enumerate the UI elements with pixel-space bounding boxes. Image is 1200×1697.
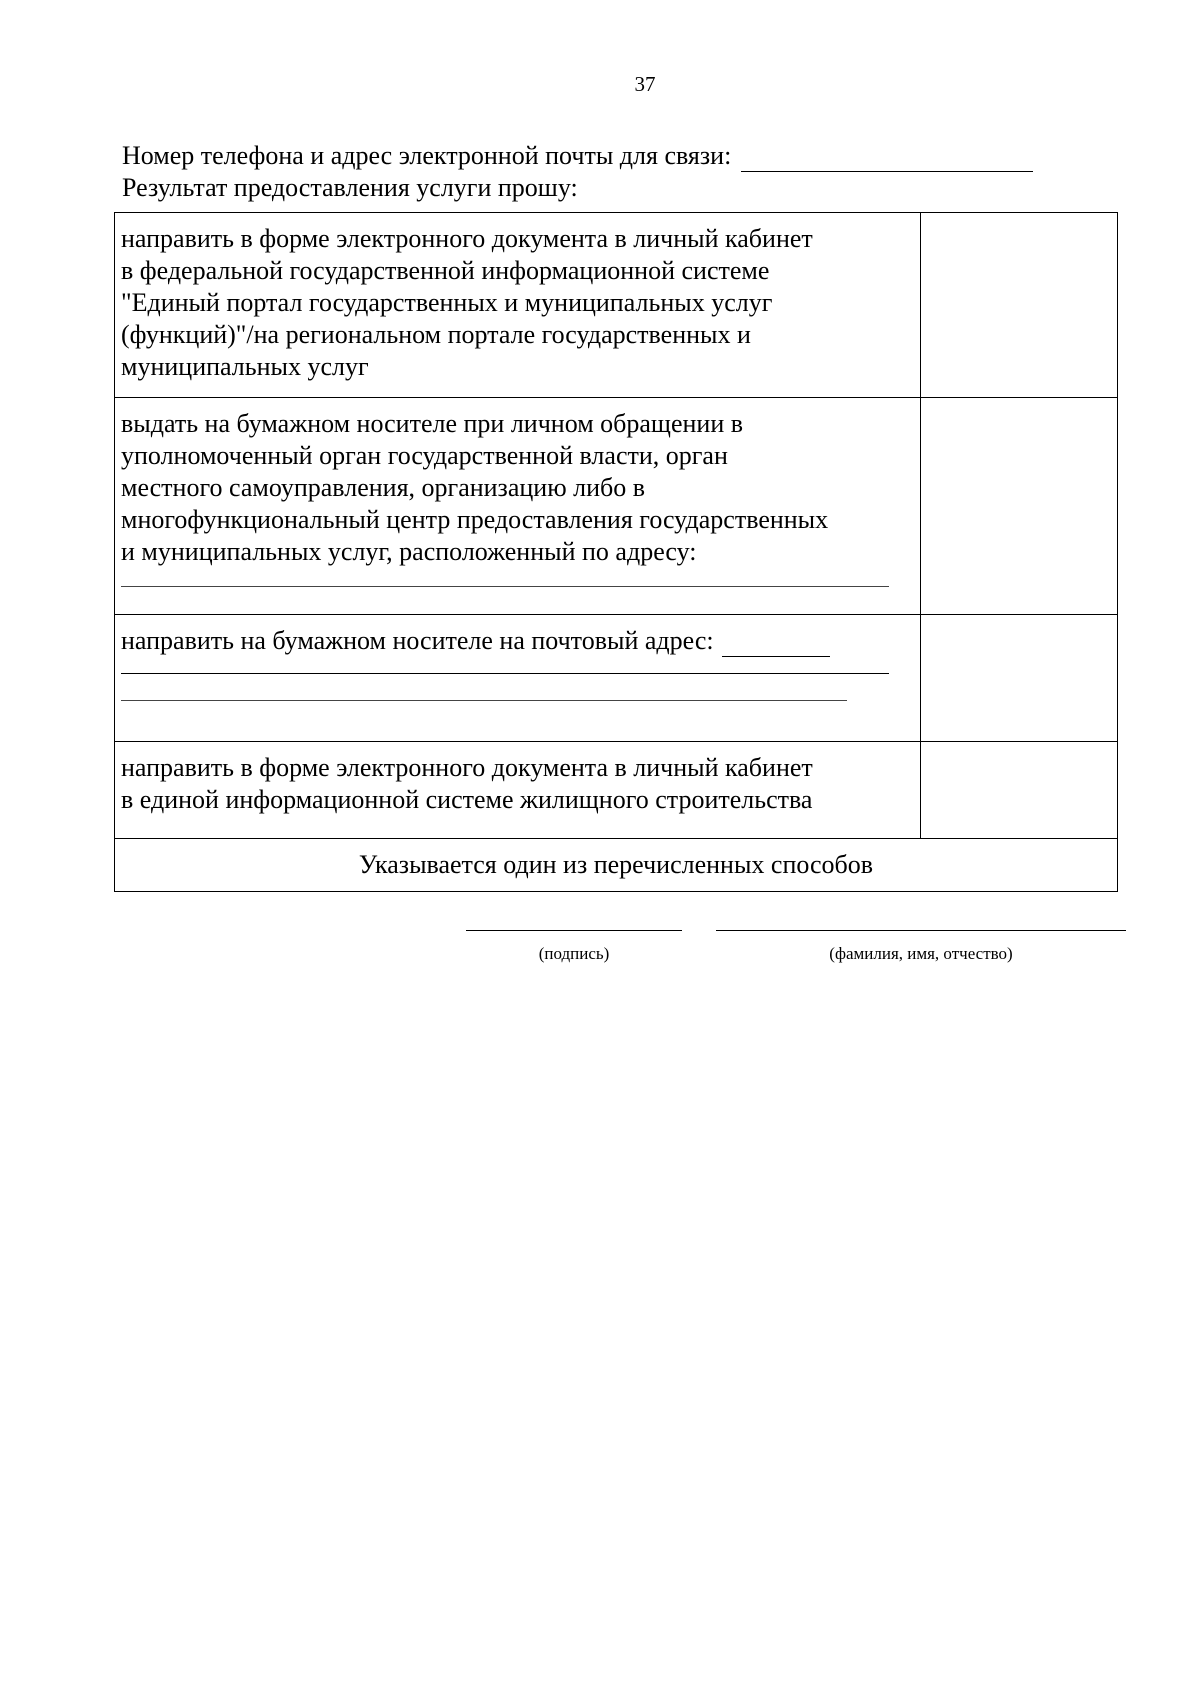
option-text-cell xyxy=(115,398,921,615)
option-line: уполномоченный орган государственной власти, орган xyxy=(121,441,728,470)
contact-label: Номер телефона и адрес электронной почты для связи: xyxy=(122,141,732,170)
note-row xyxy=(115,839,1118,892)
signature-caption: (подпись) xyxy=(538,944,610,963)
intro-block xyxy=(122,140,1122,204)
note-cell: Указывается один из перечисленных способов xyxy=(115,839,1118,892)
option-line: направить в форме электронного документа в личный кабинет xyxy=(121,224,813,253)
option-text-cell xyxy=(115,615,921,742)
signature-line[interactable] xyxy=(466,930,682,931)
option-row xyxy=(115,398,1118,615)
full-name-caption: (фамилия, имя, отчество) xyxy=(829,944,1013,963)
option-row xyxy=(115,213,1118,398)
option-line: в единой информационной системе жилищного строительства xyxy=(121,785,813,814)
option-line: выдать на бумажном носителе при личном обращении в xyxy=(121,409,744,438)
result-line xyxy=(122,172,1122,204)
postal-address-input-blank-2[interactable] xyxy=(121,661,889,674)
postal-address-input-blank-3[interactable] xyxy=(121,688,847,701)
option-line: и муниципальных услуг, расположенный по адресу: xyxy=(121,537,697,566)
option-row xyxy=(115,615,1118,742)
address-input-blank[interactable] xyxy=(121,574,889,587)
option-line: многофункциональный центр предоставления государственных xyxy=(121,505,829,534)
option-mark-cell-post[interactable] xyxy=(921,615,1118,742)
option-text-cell xyxy=(115,742,921,839)
option-line-text: направить на бумажном носителе на почтовый адрес: xyxy=(121,626,714,655)
page-number: 37 xyxy=(634,72,656,96)
option-line: (функций)"/на региональном портале государственных и xyxy=(121,320,751,349)
option-line: местного самоуправления, организацию либо в xyxy=(121,473,646,502)
option-mark-cell-epgu[interactable] xyxy=(921,213,1118,398)
option-row xyxy=(115,742,1118,839)
option-mark-cell-eisgs[interactable] xyxy=(921,742,1118,839)
result-label: Результат предоставления услуги прошу: xyxy=(122,173,578,202)
option-line: "Единый портал государственных и муниципальных услуг xyxy=(121,288,773,317)
contact-input-blank[interactable] xyxy=(741,149,1033,172)
postal-address-input-blank[interactable] xyxy=(722,632,830,657)
option-mark-cell-in-person[interactable] xyxy=(921,398,1118,615)
option-line: направить в форме электронного документа в личный кабинет xyxy=(121,753,813,782)
option-text-cell xyxy=(115,213,921,398)
option-line xyxy=(121,625,910,657)
contact-line xyxy=(122,140,1122,172)
full-name-line[interactable] xyxy=(716,930,1126,931)
option-line: муниципальных услуг xyxy=(121,352,369,381)
option-line: в федеральной государственной информационной системе xyxy=(121,256,770,285)
result-options-table xyxy=(114,212,1118,892)
